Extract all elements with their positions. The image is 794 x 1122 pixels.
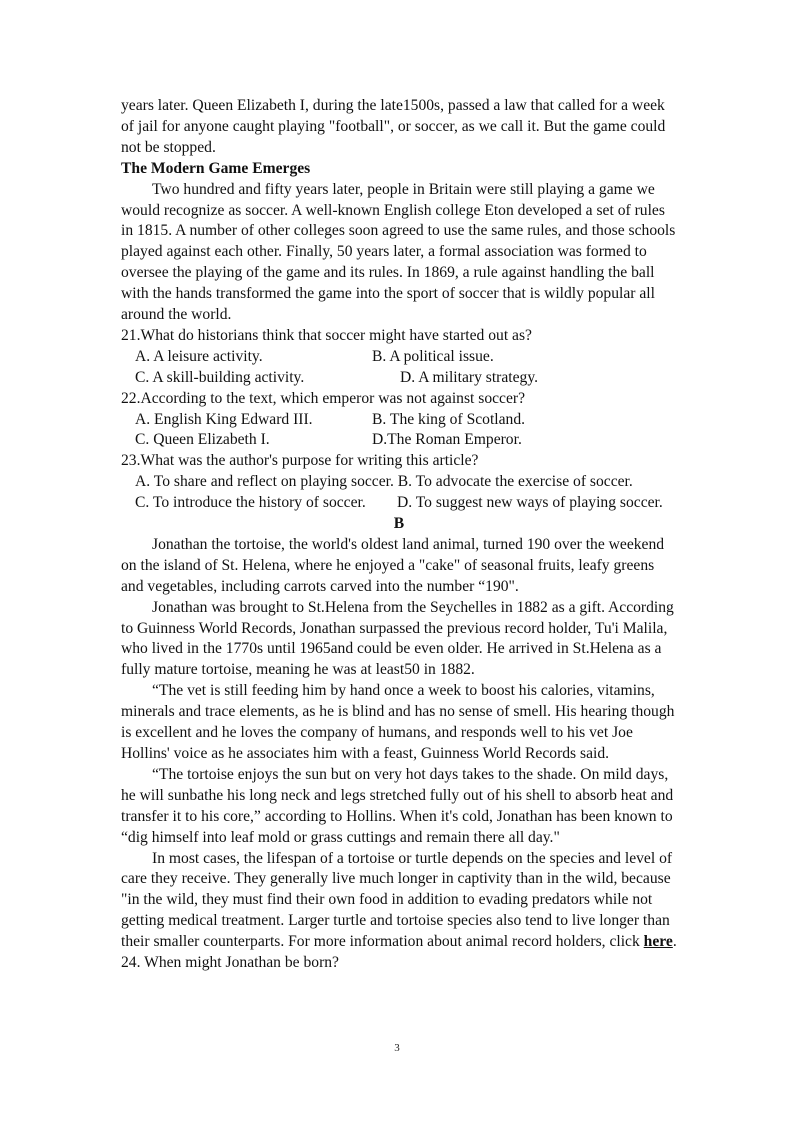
question-23-option-d[interactable]: D. To suggest new ways of playing soccer.: [396, 494, 663, 512]
paragraph-intro: years later. Queen Elizabeth I, during the late1500s, passed a law that called for a week of jail for anyone caught playing "football", or soccer, as we call it. But the game could not be stopped.: [121, 97, 666, 156]
question-23-options-row-2: [121, 493, 677, 514]
question-22-stem: 22.According to the text, which emperor was not against soccer?: [121, 389, 526, 407]
paragraph-modern-game: Two hundred and fifty years later, people in Britain were still playing a game we would recognize as soccer. A well-known English college Eton developed a set of rules in 1815. A number of other colleges soon agreed to use the same rules, and those schools played against each other. Finally, 50 years later, a formal association was formed to oversee the playing of the game and its rules. In 1869, a rule against handling the ball with the hands transformed the game into the sport of soccer that is wildly popular all around the world.: [121, 180, 676, 324]
question-21-option-a[interactable]: A. A leisure activity.: [135, 347, 263, 365]
question-22-option-a[interactable]: A. English King Edward III.: [135, 410, 313, 428]
question-22-option-b[interactable]: B. The king of Scotland.: [372, 410, 526, 428]
question-23-option-a-b[interactable]: A. To share and reflect on playing soccer. B. To advocate the exercise of soccer.: [135, 473, 633, 491]
page-number: 3: [394, 1042, 400, 1054]
question-22-options-row-2: [121, 430, 677, 451]
section-heading-modern-game: The Modern Game Emerges: [121, 159, 311, 177]
question-22-option-c[interactable]: C. Queen Elizabeth I.: [135, 431, 270, 449]
question-23-stem: 23.What was the author's purpose for writing this article?: [121, 452, 479, 470]
question-21-option-b[interactable]: B. A political issue.: [372, 347, 494, 365]
question-21-option-d[interactable]: D. A military strategy.: [400, 368, 539, 386]
paragraph-b-5-text: In most cases, the lifespan of a tortoise or turtle depends on the species and level of care they receive. They generally live much longer in captivity than in the wild, because "in the wild, they must find their own food in addition to evading predators while not getting medical treatment. Larger turtle and tortoise species also tend to live longer than their smaller counterparts. For more information about animal record holders, click: [121, 849, 673, 951]
section-b-label: B: [393, 515, 405, 533]
question-21-options-row-2: [121, 368, 677, 389]
paragraph-b-4: “The tortoise enjoys the sun but on very hot days takes to the shade. On mild days, he will sunbathe his long neck and legs stretched fully out of his shell to absorb heat and transfer it to his core,” according to Hollins. When it's cold, Jonathan has been known to “dig himself into leaf mold or grass cuttings and remain there all day.": [121, 765, 674, 846]
question-22-option-d[interactable]: D.The Roman Emperor.: [372, 431, 522, 449]
question-21-option-c[interactable]: C. A skill-building activity.: [135, 368, 305, 386]
paragraph-b-3: “The vet is still feeding him by hand once a week to boost his calories, vitamins, minerals and trace elements, as he is blind and has no sense of smell. His hearing though is excellent and he loves the company of humans, and responds well to his vet Joe Hollins' voice as he associates him with a feast, Guinness World Records said.: [121, 682, 675, 763]
question-22-options-row-1: [121, 410, 677, 431]
paragraph-b-1: Jonathan the tortoise, the world's oldest land animal, turned 190 over the weekend on the island of St. Helena, where he enjoyed a "cake" of seasonal fruits, leafy greens and vegetables, including carrots carved into the number “190".: [121, 535, 665, 595]
here-link[interactable]: here: [643, 933, 673, 951]
question-21-options-row-1: [121, 347, 677, 368]
document-body: [121, 96, 677, 974]
paragraph-b-2: Jonathan was brought to St.Helena from the Seychelles in 1882 as a gift. According to Guinness World Records, Jonathan surpassed the previous record holder, Tu'i Malila, who lived in the 1770s until 1965and could be even older. He arrived in St.Helena as a fully mature tortoise, meaning he was at least50 in 1882.: [121, 598, 674, 679]
paragraph-b-5: [121, 849, 677, 954]
question-24-stem: 24. When might Jonathan be born?: [121, 954, 339, 972]
question-21-stem: 21.What do historians think that soccer might have started out as?: [121, 326, 532, 344]
question-23-options-row-1: [121, 472, 677, 493]
paragraph-b-5-end: .: [672, 933, 677, 951]
question-23-option-c[interactable]: C. To introduce the history of soccer.: [135, 494, 366, 512]
